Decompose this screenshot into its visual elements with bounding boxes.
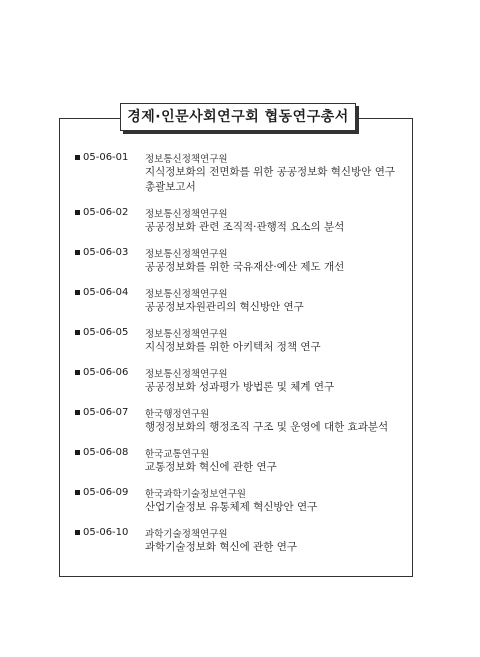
publication-code: 05-06-02 — [83, 207, 129, 218]
publication-code: 05-06-09 — [83, 487, 129, 498]
square-bullet-icon — [75, 250, 80, 255]
publication-list — [75, 150, 405, 565]
publication-title: 공공정보화 관련 조직적·관행적 요소의 분석 — [145, 221, 345, 233]
entry-header — [75, 325, 405, 340]
institute-name: 한국교통연구원 — [145, 448, 210, 460]
square-bullet-icon — [75, 490, 80, 495]
series-title: 경제·인문사회연구회 협동연구총서 — [120, 103, 356, 131]
publication-title: 공공정보자원관리의 혁신방안 연구 — [145, 301, 304, 313]
square-bullet-icon — [75, 450, 80, 455]
square-bullet-icon — [75, 330, 80, 335]
publication-entry — [75, 365, 405, 405]
publication-code: 05-06-08 — [83, 447, 129, 458]
publication-code: 05-06-01 — [83, 152, 129, 163]
publication-code: 05-06-07 — [83, 407, 129, 418]
square-bullet-icon — [75, 155, 80, 160]
institute-name: 정보통신정책연구원 — [145, 153, 228, 165]
publication-entry — [75, 485, 405, 525]
publication-title: 행정정보화의 행정조직 구조 및 운영에 대한 효과분석 — [145, 421, 389, 433]
publication-title: 지식정보화의 전면화를 위한 공공정보화 혁신방안 연구 — [145, 166, 395, 178]
publication-entry — [75, 445, 405, 485]
publication-entry — [75, 405, 405, 445]
publication-code: 05-06-06 — [83, 367, 129, 378]
publication-title: 지식정보화를 위한 아키텍처 정책 연구 — [145, 341, 321, 353]
publication-code: 05-06-04 — [83, 287, 129, 298]
publication-code: 05-06-05 — [83, 327, 129, 338]
publication-title: 산업기술정보 유통체제 혁신방안 연구 — [145, 501, 318, 513]
publication-title: 교통정보화 혁신에 관한 연구 — [145, 461, 277, 473]
entry-header — [75, 150, 405, 165]
entry-header — [75, 485, 405, 500]
institute-name: 정보통신정책연구원 — [145, 248, 228, 260]
institute-name: 정보통신정책연구원 — [145, 328, 228, 340]
institute-name: 정보통신정책연구원 — [145, 208, 228, 220]
entry-header — [75, 245, 405, 260]
entry-header — [75, 205, 405, 220]
publication-title: 공공정보화를 위한 국유재산·예산 제도 개선 — [145, 261, 345, 273]
publication-entry — [75, 325, 405, 365]
institute-name: 정보통신정책연구원 — [145, 288, 228, 300]
institute-name: 한국행정연구원 — [145, 408, 210, 420]
publication-title: 공공정보화 성과평가 방법론 및 체계 연구 — [145, 381, 335, 393]
square-bullet-icon — [75, 370, 80, 375]
entry-header — [75, 405, 405, 420]
publication-entry — [75, 150, 405, 205]
publication-code: 05-06-10 — [83, 527, 129, 538]
entry-header — [75, 285, 405, 300]
publication-entry — [75, 245, 405, 285]
square-bullet-icon — [75, 210, 80, 215]
institute-name: 정보통신정책연구원 — [145, 368, 228, 380]
entry-header — [75, 365, 405, 380]
publication-entry — [75, 525, 405, 565]
entry-header — [75, 525, 405, 540]
publication-title: 과학기술정보화 혁신에 관한 연구 — [145, 541, 298, 553]
square-bullet-icon — [75, 290, 80, 295]
institute-name: 과학기술정책연구원 — [145, 528, 228, 540]
publication-entry — [75, 285, 405, 325]
institute-name: 한국과학기술정보연구원 — [145, 488, 246, 500]
entry-header — [75, 445, 405, 460]
square-bullet-icon — [75, 410, 80, 415]
publication-title: 총괄보고서 — [145, 181, 196, 193]
square-bullet-icon — [75, 530, 80, 535]
publication-entry — [75, 205, 405, 245]
publication-code: 05-06-03 — [83, 247, 129, 258]
